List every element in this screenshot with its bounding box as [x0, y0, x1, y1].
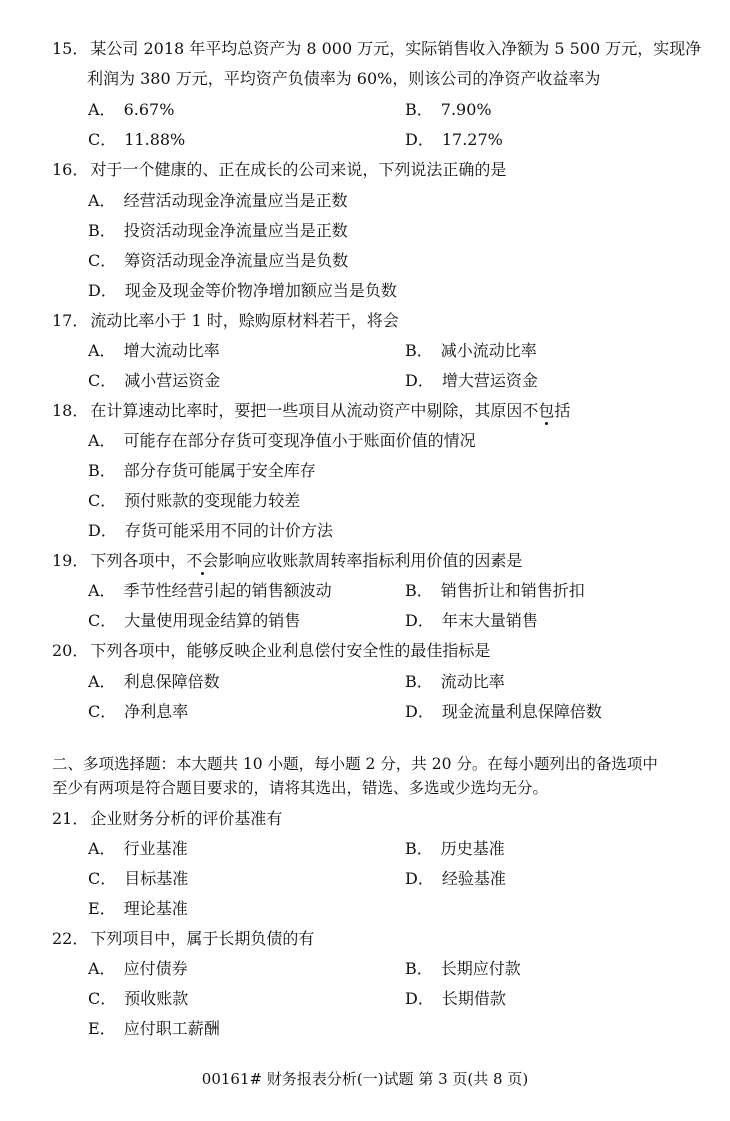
option-15-a: A． 6.67%: [88, 100, 175, 119]
option-20-d: D． 现金流量利息保障倍数: [405, 702, 602, 721]
question-15: 15． 某公司 2018 年平均总资产为 8 000 万元，实际销售收入净额为 5 500 万元，实现净: [52, 39, 702, 58]
emphasis-not-include: 不包括: [522, 401, 571, 420]
option-19-c: C． 大量使用现金结算的销售: [88, 611, 301, 630]
question-17: 17． 流动比率小于 1 时，赊购原材料若干，将会: [52, 311, 399, 330]
question-18: 18． 在计算速动比率时，要把一些项目从流动资产中剔除，其原因不包括: [52, 401, 571, 420]
option-21-e: E． 理论基准: [88, 899, 188, 918]
option-22-a: A． 应付债券: [88, 959, 188, 978]
option-15-b: B． 7.90%: [405, 100, 492, 119]
option-17-a: A． 增大流动比率: [88, 341, 220, 360]
option-16-b: B． 投资活动现金净流量应当是正数: [88, 221, 348, 240]
question-20: 20． 下列各项中，能够反映企业利息偿付安全性的最佳指标是: [52, 641, 491, 660]
option-19-d: D． 年末大量销售: [405, 611, 538, 630]
option-20-a: A． 利息保障倍数: [88, 672, 220, 691]
option-22-e: E． 应付职工薪酬: [88, 1019, 220, 1038]
question-19: 19． 下列各项中，不会影响应收账款周转率指标利用价值的因素是: [52, 551, 523, 570]
option-18-a: A． 可能存在部分存货可变现净值小于账面价值的情况: [88, 431, 476, 450]
option-21-a: A． 行业基准: [88, 839, 188, 858]
question-21: 21． 企业财务分析的评价基准有: [52, 809, 283, 828]
option-18-d: D． 存货可能采用不同的计价方法: [88, 521, 333, 540]
option-15-d: D． 17.27%: [405, 130, 503, 149]
option-17-b: B． 减小流动比率: [405, 341, 537, 360]
option-20-b: B． 流动比率: [405, 672, 505, 691]
section-2-instructions: 至少有两项是符合题目要求的，请将其选出，错选、多选或少选均无分。: [52, 779, 549, 797]
option-15-c: C． 11.88%: [88, 130, 186, 149]
option-21-b: B． 历史基准: [405, 839, 505, 858]
option-21-d: D． 经验基准: [405, 869, 506, 888]
option-22-d: D． 长期借款: [405, 989, 506, 1008]
option-18-b: B． 部分存货可能属于安全库存: [88, 461, 316, 480]
option-16-a: A． 经营活动现金净流量应当是正数: [88, 191, 348, 210]
option-22-b: B． 长期应付款: [405, 959, 521, 978]
option-16-c: C． 筹资活动现金净流量应当是负数: [88, 251, 349, 270]
emphasis-not: 不会: [186, 551, 219, 570]
option-22-c: C． 预收账款: [88, 989, 189, 1008]
option-16-d: D． 现金及现金等价物净增加额应当是负数: [88, 281, 397, 300]
option-20-c: C． 净利息率: [88, 702, 189, 721]
option-19-b: B． 销售折让和销售折扣: [405, 581, 585, 600]
option-18-c: C． 预付账款的变现能力较差: [88, 491, 301, 510]
page-footer: 00161# 财务报表分析(一)试题 第 3 页(共 8 页): [201, 1070, 529, 1088]
question-15-line-1: 某公司 2018 年平均总资产为 8 000 万元，实际销售收入净额为 5 500 万元，实现净: [90, 39, 702, 58]
question-16: 16． 对于一个健康的、正在成长的公司来说，下列说法正确的是: [52, 160, 507, 179]
option-17-c: C． 减小营运资金: [88, 371, 221, 390]
question-22: 22． 下列项目中，属于长期负债的有: [52, 929, 315, 948]
option-17-d: D． 增大营运资金: [405, 371, 538, 390]
question-15-line-2: 利润为 380 万元，平均资产负债率为 60%，则该公司的净资产收益率为: [87, 69, 601, 88]
section-2-heading: 二、多项选择题：本大题共 10 小题，每小题 2 分，共 20 分。在每小题列出的备选项中: [52, 755, 658, 773]
option-19-a: A． 季节性经营引起的销售额波动: [88, 581, 332, 600]
option-21-c: C． 目标基准: [88, 869, 189, 888]
